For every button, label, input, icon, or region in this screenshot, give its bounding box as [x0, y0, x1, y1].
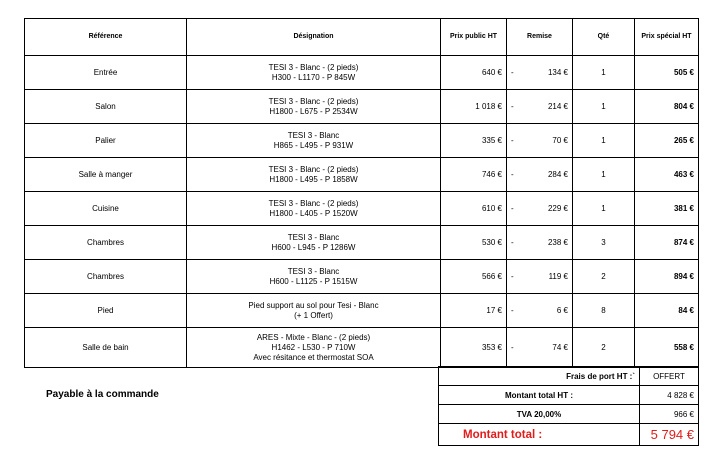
cell-reference: Palier [25, 124, 187, 158]
cell-prix-special: 463 € [635, 158, 699, 192]
cell-remise [507, 192, 573, 226]
remise-dash: - [511, 203, 514, 213]
cell-qte: 1 [573, 90, 635, 124]
cell-prix-special: 381 € [635, 192, 699, 226]
header-prix-special: Prix spécial HT [635, 19, 699, 56]
designation-line: H865 - L495 - P 931W [273, 140, 354, 150]
cell-prix-special: 505 € [635, 56, 699, 90]
payable-note: Payable à la commande [46, 389, 159, 400]
remise-dash: - [511, 169, 514, 179]
cell-qte: 3 [573, 226, 635, 260]
header-reference: Référence [25, 19, 187, 56]
cell-prix-special: 558 € [635, 328, 699, 368]
cell-prix-public: 610 € [441, 192, 507, 226]
cell-prix-public: 530 € [441, 226, 507, 260]
designation-line: TESI 3 - Blanc [287, 130, 340, 140]
cell-prix-public: 640 € [441, 56, 507, 90]
cell-qte: 1 [573, 124, 635, 158]
cell-designation [187, 56, 441, 90]
cell-qte: 1 [573, 158, 635, 192]
header-remise: Remise [507, 19, 573, 56]
designation-line: H1800 - L495 - P 1858W [269, 174, 358, 184]
cell-prix-public: 746 € [441, 158, 507, 192]
cell-reference: Cuisine [25, 192, 187, 226]
header-qte: Qté [573, 19, 635, 56]
designation-line: H1800 - L405 - P 1520W [269, 208, 358, 218]
frais-label: Frais de port HT :` [439, 367, 640, 386]
designation-line: Avec résitance et thermostat SOA [253, 352, 374, 362]
cell-reference: Salon [25, 90, 187, 124]
totals-row-montant-ht [439, 386, 699, 405]
montant-ht-value: 4 828 € [640, 386, 699, 405]
cell-qte: 1 [573, 56, 635, 90]
remise-value: 6 € [556, 305, 568, 315]
remise-value: 119 € [548, 271, 568, 281]
table-row [25, 158, 699, 192]
cell-remise [507, 328, 573, 368]
cell-remise [507, 124, 573, 158]
cell-designation [187, 226, 441, 260]
tva-label: TVA 20,00% [439, 405, 640, 424]
cell-remise [507, 294, 573, 328]
cell-prix-public: 353 € [441, 328, 507, 368]
cell-prix-special: 894 € [635, 260, 699, 294]
cell-prix-public: 566 € [441, 260, 507, 294]
header-prix-public: Prix public HT [441, 19, 507, 56]
remise-value: 214 € [547, 101, 568, 111]
remise-value: 238 € [547, 237, 568, 247]
remise-dash: - [511, 67, 514, 77]
totals-row-tva [439, 405, 699, 424]
header-designation: Désignation [187, 19, 441, 56]
designation-line: TESI 3 - Blanc - (2 pieds) [268, 96, 359, 106]
designation-line: H300 - L1170 - P 845W [271, 72, 356, 82]
designation-line: H600 - L1125 - P 1515W [269, 276, 358, 286]
cell-qte: 8 [573, 294, 635, 328]
designation-line: H600 - L945 - P 1286W [271, 242, 356, 252]
cell-designation [187, 328, 441, 368]
cell-qte: 2 [573, 328, 635, 368]
table-row [25, 124, 699, 158]
designation-line: H1462 - L530 - P 710W [271, 342, 356, 352]
cell-qte: 1 [573, 192, 635, 226]
cell-prix-public: 17 € [441, 294, 507, 328]
designation-line: H1800 - L675 - P 2534W [269, 106, 358, 116]
remise-dash: - [511, 135, 514, 145]
cell-reference: Pied [25, 294, 187, 328]
cell-prix-special: 874 € [635, 226, 699, 260]
cell-prix-public: 335 € [441, 124, 507, 158]
cell-designation [187, 90, 441, 124]
cell-remise [507, 90, 573, 124]
montant-ht-label: Montant total HT : [439, 386, 640, 405]
table-row [25, 226, 699, 260]
cell-remise [507, 260, 573, 294]
cell-remise [507, 56, 573, 90]
cell-reference: Chambres [25, 226, 187, 260]
cell-reference: Chambres [25, 260, 187, 294]
cell-designation [187, 260, 441, 294]
cell-prix-special: 84 € [635, 294, 699, 328]
remise-value: 284 € [547, 169, 568, 179]
remise-value: 229 € [547, 203, 568, 213]
cell-designation [187, 124, 441, 158]
designation-line: TESI 3 - Blanc - (2 pieds) [268, 164, 359, 174]
cell-remise [507, 158, 573, 192]
cell-prix-special: 265 € [635, 124, 699, 158]
cell-remise [507, 226, 573, 260]
table-row [25, 294, 699, 328]
montant-total-value: 5 794 € [640, 424, 699, 446]
totals-row-montant-total [439, 424, 699, 446]
table-row [25, 328, 699, 368]
remise-value: 134 € [547, 67, 568, 77]
cell-prix-special: 804 € [635, 90, 699, 124]
cell-reference: Entrée [25, 56, 187, 90]
cell-prix-public: 1 018 € [441, 90, 507, 124]
table-row [25, 192, 699, 226]
cell-designation [187, 158, 441, 192]
designation-line: TESI 3 - Blanc - (2 pieds) [268, 198, 359, 208]
quote-table [24, 18, 699, 368]
designation-line: Pied support au sol pour Tesi - Blanc [248, 300, 379, 310]
remise-dash: - [511, 237, 514, 247]
designation-line: TESI 3 - Blanc [287, 232, 340, 242]
remise-value: 74 € [552, 342, 568, 352]
table-row [25, 260, 699, 294]
remise-dash: - [511, 271, 514, 281]
header-row [25, 19, 699, 56]
tva-value: 966 € [640, 405, 699, 424]
designation-line: TESI 3 - Blanc [287, 266, 340, 276]
designation-line: ARES - Mixte - Blanc - (2 pieds) [256, 332, 371, 342]
table-row [25, 90, 699, 124]
cell-qte: 2 [573, 260, 635, 294]
remise-dash: - [511, 101, 514, 111]
frais-value: OFFERT [640, 367, 699, 386]
cell-reference: Salle à manger [25, 158, 187, 192]
table-row [25, 56, 699, 90]
remise-dash: - [511, 305, 514, 315]
montant-total-label: Montant total : [439, 424, 640, 446]
remise-dash: - [511, 342, 514, 352]
cell-designation [187, 192, 441, 226]
designation-line: (+ 1 Offert) [294, 310, 333, 320]
totals-table [438, 366, 699, 446]
remise-value: 70 € [552, 135, 568, 145]
totals-row-frais [439, 367, 699, 386]
cell-reference: Salle de bain [25, 328, 187, 368]
cell-designation [187, 294, 441, 328]
designation-line: TESI 3 - Blanc - (2 pieds) [268, 62, 359, 72]
